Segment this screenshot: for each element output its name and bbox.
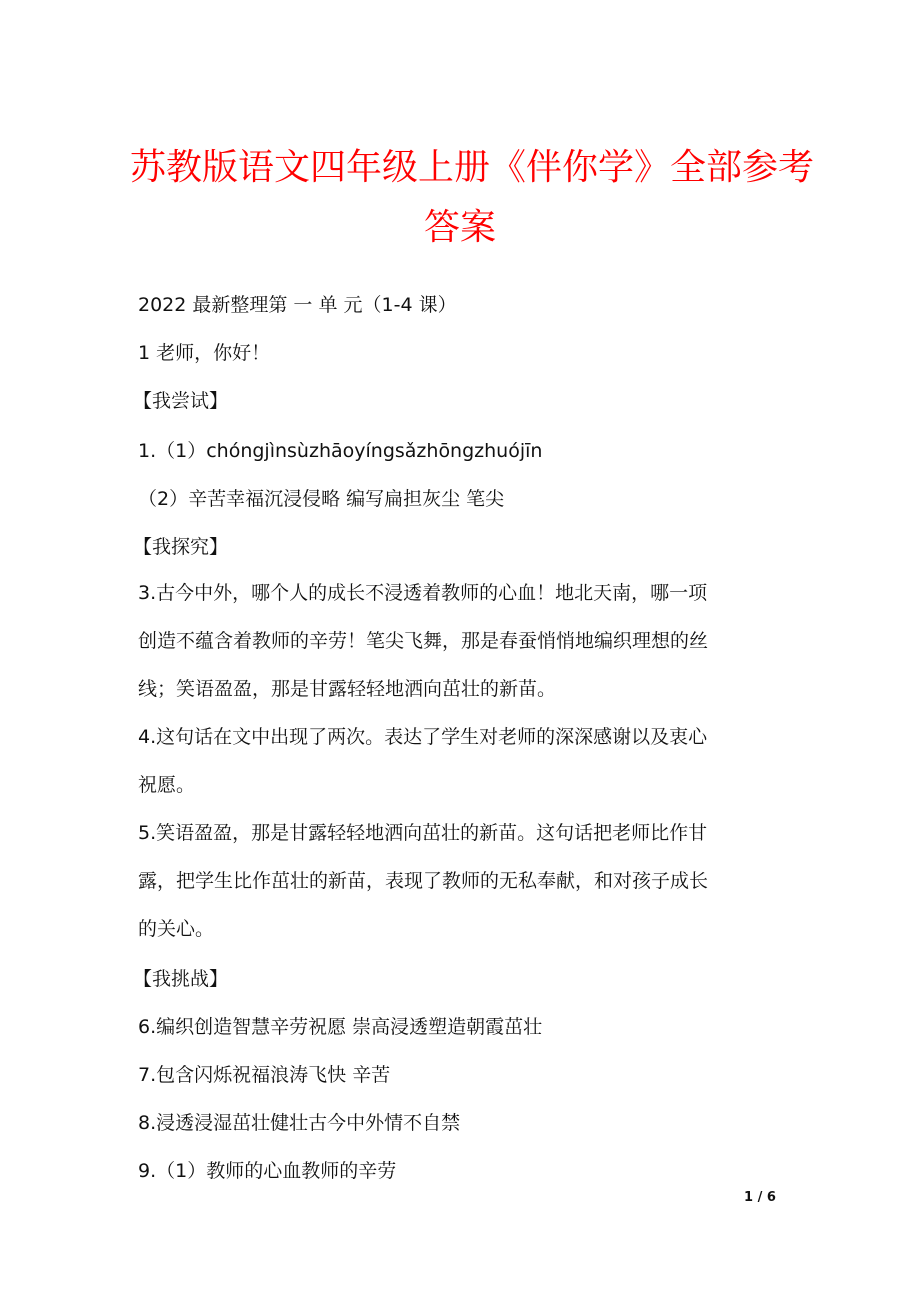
unit-heading: 2022 最新整理第 一 单 元（1-4 课） [138, 294, 457, 316]
answer-line: 4.这句话在文中出现了两次。表达了学生对老师的深深感谢以及衷心 [138, 726, 708, 748]
answer-line: 7.包含闪烁祝福浪涛飞快 辛苦 [138, 1064, 391, 1086]
answer-line: 1.（1）chóngjìnsùzhāoyíngsǎzhōngzhuójīn [138, 440, 543, 462]
answer-line: 5.笑语盈盈，那是甘露轻轻地洒向茁壮的新苗。这句话把老师比作甘 [138, 822, 708, 844]
answer-line: 露，把学生比作茁壮的新苗，表现了教师的无私奉献，和对孩子成长 [138, 870, 709, 892]
answer-line: 的关心。 [138, 918, 215, 940]
answer-line: 3.古今中外，哪个人的成长不浸透着教师的心血！地北天南，哪一项 [138, 582, 708, 604]
section-heading-try: 【我尝试】 [133, 390, 229, 412]
answer-line: 6.编织创造智慧辛劳祝愿 崇高浸透塑造朝霞茁壮 [138, 1016, 543, 1038]
document-title-line-2: 答案 [423, 207, 496, 248]
answer-line: 创造不蕴含着教师的辛劳！笔尖飞舞，那是春蚕悄悄地编织理想的丝 [138, 630, 709, 652]
section-heading-challenge: 【我挑战】 [133, 968, 229, 990]
answer-line: 线；笑语盈盈，那是甘露轻轻地洒向茁壮的新苗。 [138, 678, 557, 700]
answer-line: （2）辛苦幸福沉浸侵略 编写扁担灰尘 笔尖 [138, 488, 505, 510]
document-title-line-1: 苏教版语文四年级上册《伴你学》全部参考 [130, 147, 815, 188]
section-heading-explore: 【我探究】 [133, 536, 229, 558]
answer-line: 祝愿。 [138, 774, 196, 796]
answer-line: 8.浸透浸湿茁壮健壮古今中外情不自禁 [138, 1112, 461, 1134]
answer-line: 9.（1）教师的心血教师的辛劳 [138, 1160, 397, 1182]
lesson-heading: 1 老师，你好！ [138, 342, 271, 364]
page-number: 1 / 6 [744, 1190, 776, 1205]
